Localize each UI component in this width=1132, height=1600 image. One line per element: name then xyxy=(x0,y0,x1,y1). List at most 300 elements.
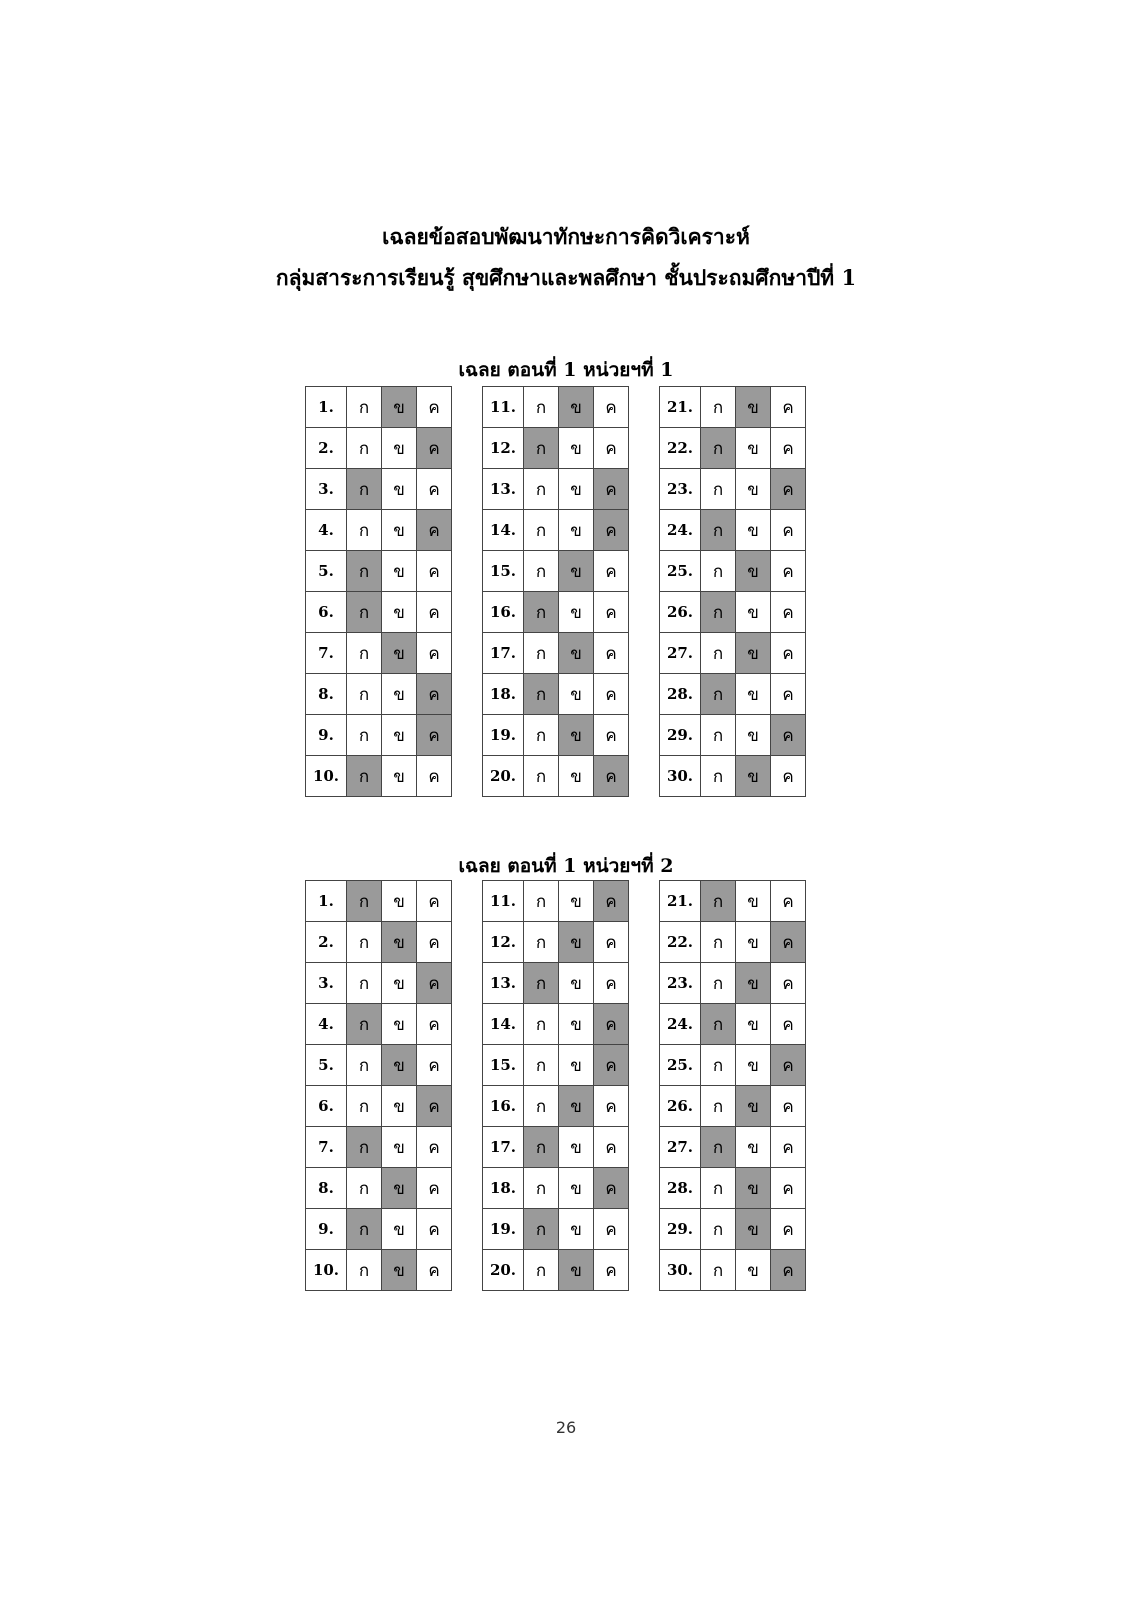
choice-cell: ก xyxy=(701,1168,736,1209)
table-row xyxy=(483,1127,629,1168)
choice-cell: ก xyxy=(701,633,736,674)
choice-cell: ข xyxy=(559,1127,594,1168)
choice-cell: ค xyxy=(771,387,806,428)
question-number: 22. xyxy=(660,428,701,469)
table-row xyxy=(660,1086,806,1127)
choice-cell: ค xyxy=(417,1168,452,1209)
answer-table-unit1-col2 xyxy=(482,386,629,797)
question-number: 30. xyxy=(660,756,701,797)
question-number: 6. xyxy=(306,592,347,633)
choice-cell: ข xyxy=(736,1004,771,1045)
question-number: 17. xyxy=(483,1127,524,1168)
choice-cell: ข xyxy=(736,428,771,469)
choice-cell-answer: ข xyxy=(736,633,771,674)
choice-cell: ก xyxy=(701,387,736,428)
table-row xyxy=(483,881,629,922)
choice-cell-answer: ข xyxy=(736,387,771,428)
choice-cell-answer: ข xyxy=(382,922,417,963)
question-number: 29. xyxy=(660,1209,701,1250)
choice-cell: ข xyxy=(736,674,771,715)
question-number: 12. xyxy=(483,922,524,963)
choice-cell: ข xyxy=(559,592,594,633)
table-row xyxy=(660,592,806,633)
choice-cell: ก xyxy=(347,1250,382,1291)
choice-cell: ข xyxy=(382,1004,417,1045)
table-row xyxy=(483,1004,629,1045)
table-row xyxy=(483,469,629,510)
choice-cell-answer: ค xyxy=(594,1045,629,1086)
table-row xyxy=(660,387,806,428)
choice-cell: ก xyxy=(347,1168,382,1209)
choice-cell: ข xyxy=(559,1004,594,1045)
choice-cell: ค xyxy=(771,592,806,633)
choice-cell: ข xyxy=(736,715,771,756)
choice-cell: ค xyxy=(594,1250,629,1291)
choice-cell-answer: ก xyxy=(701,510,736,551)
choice-cell: ก xyxy=(701,963,736,1004)
choice-cell: ก xyxy=(701,1209,736,1250)
table-row xyxy=(483,715,629,756)
choice-cell: ก xyxy=(347,1045,382,1086)
question-number: 25. xyxy=(660,1045,701,1086)
choice-cell-answer: ข xyxy=(736,756,771,797)
choice-cell: ค xyxy=(594,387,629,428)
choice-cell: ข xyxy=(736,1127,771,1168)
question-number: 1. xyxy=(306,881,347,922)
question-number: 23. xyxy=(660,963,701,1004)
question-number: 8. xyxy=(306,1168,347,1209)
table-row xyxy=(306,1086,452,1127)
table-row xyxy=(306,1209,452,1250)
choice-cell-answer: ข xyxy=(382,387,417,428)
choice-cell-answer: ค xyxy=(417,674,452,715)
question-number: 13. xyxy=(483,469,524,510)
table-row xyxy=(483,756,629,797)
table-row xyxy=(660,1045,806,1086)
choice-cell: ค xyxy=(771,674,806,715)
choice-cell-answer: ก xyxy=(701,428,736,469)
choice-cell-answer: ค xyxy=(417,963,452,1004)
table-row xyxy=(306,510,452,551)
choice-cell-answer: ก xyxy=(347,881,382,922)
choice-cell: ก xyxy=(701,1086,736,1127)
choice-cell-answer: ข xyxy=(382,1045,417,1086)
choice-cell: ข xyxy=(382,510,417,551)
choice-cell-answer: ค xyxy=(771,469,806,510)
question-number: 15. xyxy=(483,551,524,592)
choice-cell: ข xyxy=(382,469,417,510)
choice-cell: ข xyxy=(382,963,417,1004)
answer-table-unit1-col3 xyxy=(659,386,806,797)
table-row xyxy=(306,674,452,715)
choice-cell-answer: ก xyxy=(701,881,736,922)
choice-cell: ค xyxy=(417,1004,452,1045)
choice-cell-answer: ข xyxy=(382,1250,417,1291)
table-row xyxy=(660,922,806,963)
question-number: 20. xyxy=(483,1250,524,1291)
question-number: 3. xyxy=(306,963,347,1004)
choice-cell: ก xyxy=(524,881,559,922)
choice-cell: ค xyxy=(417,387,452,428)
section-title-unit-1: เฉลย ตอนที่ 1 หน่วยฯที่ 1 xyxy=(458,359,674,381)
page-title: เฉลยข้อสอบพัฒนาทักษะการคิดวิเคราะห์ xyxy=(382,224,750,249)
choice-cell: ค xyxy=(417,633,452,674)
question-number: 7. xyxy=(306,1127,347,1168)
choice-cell-answer: ก xyxy=(347,1127,382,1168)
page-number: 26 xyxy=(555,1418,577,1437)
table-row xyxy=(306,592,452,633)
choice-cell-answer: ข xyxy=(559,922,594,963)
choice-cell: ค xyxy=(417,551,452,592)
choice-cell-answer: ก xyxy=(347,592,382,633)
choice-cell: ก xyxy=(347,633,382,674)
table-row xyxy=(483,428,629,469)
question-number: 26. xyxy=(660,1086,701,1127)
choice-cell: ก xyxy=(701,1250,736,1291)
choice-cell: ข xyxy=(382,674,417,715)
table-row xyxy=(306,1127,452,1168)
choice-cell-answer: ก xyxy=(524,963,559,1004)
choice-cell-answer: ค xyxy=(594,756,629,797)
answer-table-unit1-col1 xyxy=(305,386,452,797)
question-number: 2. xyxy=(306,428,347,469)
choice-cell: ค xyxy=(771,510,806,551)
table-row xyxy=(306,633,452,674)
choice-cell-answer: ก xyxy=(524,428,559,469)
question-number: 25. xyxy=(660,551,701,592)
choice-cell: ข xyxy=(736,510,771,551)
choice-cell: ค xyxy=(771,1004,806,1045)
choice-cell: ก xyxy=(524,633,559,674)
choice-cell: ข xyxy=(382,1086,417,1127)
choice-cell: ค xyxy=(594,963,629,1004)
choice-cell: ข xyxy=(382,592,417,633)
choice-cell-answer: ก xyxy=(347,1209,382,1250)
question-number: 18. xyxy=(483,674,524,715)
question-number: 11. xyxy=(483,881,524,922)
choice-cell-answer: ข xyxy=(559,715,594,756)
choice-cell: ก xyxy=(701,715,736,756)
choice-cell: ก xyxy=(701,922,736,963)
choice-cell-answer: ก xyxy=(701,1127,736,1168)
table-row xyxy=(306,428,452,469)
choice-cell: ค xyxy=(594,922,629,963)
answer-table-unit2-col3 xyxy=(659,880,806,1291)
choice-cell: ค xyxy=(771,1086,806,1127)
choice-cell-answer: ก xyxy=(347,551,382,592)
choice-cell-answer: ข xyxy=(736,963,771,1004)
question-number: 21. xyxy=(660,387,701,428)
question-number: 27. xyxy=(660,633,701,674)
choice-cell: ค xyxy=(771,633,806,674)
table-row xyxy=(660,881,806,922)
question-number: 20. xyxy=(483,756,524,797)
question-number: 5. xyxy=(306,1045,347,1086)
question-number: 4. xyxy=(306,510,347,551)
choice-cell-answer: ก xyxy=(701,592,736,633)
choice-cell: ก xyxy=(524,1250,559,1291)
table-row xyxy=(306,469,452,510)
choice-cell-answer: ข xyxy=(736,551,771,592)
choice-cell: ข xyxy=(559,469,594,510)
question-number: 14. xyxy=(483,510,524,551)
choice-cell: ก xyxy=(524,551,559,592)
question-number: 11. xyxy=(483,387,524,428)
question-number: 10. xyxy=(306,756,347,797)
choice-cell-answer: ค xyxy=(594,469,629,510)
choice-cell-answer: ข xyxy=(559,1250,594,1291)
choice-cell: ก xyxy=(347,387,382,428)
choice-cell: ก xyxy=(347,510,382,551)
choice-cell: ข xyxy=(559,1168,594,1209)
choice-cell: ก xyxy=(347,963,382,1004)
question-number: 21. xyxy=(660,881,701,922)
choice-cell: ค xyxy=(417,1250,452,1291)
choice-cell: ข xyxy=(559,963,594,1004)
table-row xyxy=(306,551,452,592)
table-row xyxy=(483,963,629,1004)
choice-cell-answer: ค xyxy=(417,715,452,756)
question-number: 24. xyxy=(660,1004,701,1045)
choice-cell: ค xyxy=(771,1209,806,1250)
question-number: 10. xyxy=(306,1250,347,1291)
question-number: 14. xyxy=(483,1004,524,1045)
question-number: 28. xyxy=(660,674,701,715)
table-row xyxy=(483,1250,629,1291)
choice-cell-answer: ข xyxy=(559,551,594,592)
table-row xyxy=(483,510,629,551)
table-row xyxy=(660,674,806,715)
choice-cell-answer: ก xyxy=(347,469,382,510)
table-row xyxy=(660,469,806,510)
choice-cell-answer: ค xyxy=(771,1250,806,1291)
table-row xyxy=(306,715,452,756)
table-row xyxy=(483,633,629,674)
choice-cell: ค xyxy=(771,756,806,797)
choice-cell: ก xyxy=(524,1004,559,1045)
choice-cell: ข xyxy=(559,881,594,922)
table-row xyxy=(660,756,806,797)
question-number: 18. xyxy=(483,1168,524,1209)
question-number: 3. xyxy=(306,469,347,510)
question-number: 19. xyxy=(483,715,524,756)
table-row xyxy=(483,1045,629,1086)
table-row xyxy=(483,1168,629,1209)
choice-cell: ก xyxy=(701,469,736,510)
choice-cell: ก xyxy=(347,428,382,469)
question-number: 1. xyxy=(306,387,347,428)
table-row xyxy=(660,428,806,469)
choice-cell: ค xyxy=(594,592,629,633)
choice-cell-answer: ค xyxy=(594,1168,629,1209)
choice-cell: ค xyxy=(771,428,806,469)
question-number: 24. xyxy=(660,510,701,551)
choice-cell-answer: ก xyxy=(524,1209,559,1250)
choice-cell: ข xyxy=(736,592,771,633)
choice-cell: ค xyxy=(771,963,806,1004)
choice-cell: ค xyxy=(771,1168,806,1209)
choice-cell-answer: ค xyxy=(771,922,806,963)
choice-cell: ค xyxy=(417,756,452,797)
table-row xyxy=(306,922,452,963)
question-number: 9. xyxy=(306,715,347,756)
question-number: 16. xyxy=(483,592,524,633)
choice-cell: ข xyxy=(736,469,771,510)
choice-cell: ค xyxy=(417,1127,452,1168)
choice-cell: ค xyxy=(417,469,452,510)
choice-cell: ข xyxy=(382,1127,417,1168)
choice-cell-answer: ค xyxy=(594,881,629,922)
table-row xyxy=(306,881,452,922)
choice-cell: ค xyxy=(594,633,629,674)
question-number: 13. xyxy=(483,963,524,1004)
table-row xyxy=(660,1168,806,1209)
question-number: 7. xyxy=(306,633,347,674)
table-row xyxy=(660,1004,806,1045)
question-number: 30. xyxy=(660,1250,701,1291)
choice-cell: ก xyxy=(524,715,559,756)
table-row xyxy=(660,510,806,551)
choice-cell: ข xyxy=(559,1045,594,1086)
choice-cell: ค xyxy=(594,1127,629,1168)
choice-cell-answer: ข xyxy=(559,633,594,674)
table-row xyxy=(483,387,629,428)
choice-cell: ข xyxy=(559,756,594,797)
choice-cell: ก xyxy=(701,756,736,797)
table-row xyxy=(483,1086,629,1127)
choice-cell-answer: ข xyxy=(559,1086,594,1127)
choice-cell-answer: ก xyxy=(701,1004,736,1045)
choice-cell: ก xyxy=(347,674,382,715)
choice-cell: ข xyxy=(559,428,594,469)
table-row xyxy=(660,1209,806,1250)
question-number: 28. xyxy=(660,1168,701,1209)
table-row xyxy=(660,551,806,592)
choice-cell-answer: ก xyxy=(524,674,559,715)
choice-cell-answer: ก xyxy=(524,1127,559,1168)
question-number: 29. xyxy=(660,715,701,756)
table-row xyxy=(306,1168,452,1209)
table-row xyxy=(483,922,629,963)
choice-cell: ก xyxy=(524,922,559,963)
table-row xyxy=(306,1250,452,1291)
question-number: 19. xyxy=(483,1209,524,1250)
table-row xyxy=(483,592,629,633)
choice-cell: ค xyxy=(594,715,629,756)
choice-cell-answer: ข xyxy=(736,1086,771,1127)
choice-cell-answer: ค xyxy=(594,1004,629,1045)
table-row xyxy=(306,1004,452,1045)
choice-cell: ข xyxy=(382,428,417,469)
table-row xyxy=(306,963,452,1004)
choice-cell: ค xyxy=(417,1209,452,1250)
choice-cell: ข xyxy=(559,674,594,715)
answer-table-unit2-col1 xyxy=(305,880,452,1291)
choice-cell-answer: ค xyxy=(417,510,452,551)
choice-cell-answer: ค xyxy=(594,510,629,551)
choice-cell: ข xyxy=(736,1250,771,1291)
choice-cell-answer: ข xyxy=(559,387,594,428)
table-row xyxy=(660,715,806,756)
table-row xyxy=(483,1209,629,1250)
choice-cell: ข xyxy=(382,715,417,756)
question-number: 16. xyxy=(483,1086,524,1127)
choice-cell-answer: ก xyxy=(347,1004,382,1045)
choice-cell: ก xyxy=(524,1086,559,1127)
question-number: 12. xyxy=(483,428,524,469)
question-number: 27. xyxy=(660,1127,701,1168)
choice-cell: ก xyxy=(524,387,559,428)
choice-cell: ค xyxy=(594,1086,629,1127)
table-row xyxy=(660,963,806,1004)
table-row xyxy=(306,1045,452,1086)
question-number: 26. xyxy=(660,592,701,633)
choice-cell: ค xyxy=(417,922,452,963)
choice-cell: ค xyxy=(771,1127,806,1168)
choice-cell: ก xyxy=(524,1168,559,1209)
choice-cell: ก xyxy=(524,469,559,510)
question-number: 5. xyxy=(306,551,347,592)
choice-cell-answer: ค xyxy=(417,428,452,469)
table-row xyxy=(306,387,452,428)
choice-cell: ก xyxy=(524,756,559,797)
choice-cell-answer: ข xyxy=(736,1209,771,1250)
table-row xyxy=(660,1250,806,1291)
question-number: 6. xyxy=(306,1086,347,1127)
question-number: 8. xyxy=(306,674,347,715)
question-number: 2. xyxy=(306,922,347,963)
choice-cell: ข xyxy=(382,1209,417,1250)
choice-cell-answer: ก xyxy=(524,592,559,633)
choice-cell: ข xyxy=(559,510,594,551)
choice-cell: ค xyxy=(417,592,452,633)
choice-cell: ค xyxy=(594,428,629,469)
table-row xyxy=(660,1127,806,1168)
choice-cell: ค xyxy=(594,674,629,715)
section-title-unit-2: เฉลย ตอนที่ 1 หน่วยฯที่ 2 xyxy=(458,855,674,877)
choice-cell: ก xyxy=(347,715,382,756)
choice-cell-answer: ค xyxy=(771,1045,806,1086)
question-number: 15. xyxy=(483,1045,524,1086)
choice-cell: ข xyxy=(382,756,417,797)
question-number: 23. xyxy=(660,469,701,510)
page-subtitle: กลุ่มสาระการเรียนรู้ สุขศึกษาและพลศึกษา ชั้นประถมศึกษาปีที่ 1 xyxy=(275,265,857,290)
choice-cell: ข xyxy=(382,881,417,922)
choice-cell: ค xyxy=(417,1045,452,1086)
question-number: 22. xyxy=(660,922,701,963)
question-number: 17. xyxy=(483,633,524,674)
choice-cell: ก xyxy=(524,1045,559,1086)
choice-cell: ข xyxy=(382,551,417,592)
table-row xyxy=(306,756,452,797)
choice-cell: ก xyxy=(701,551,736,592)
table-row xyxy=(660,633,806,674)
choice-cell-answer: ค xyxy=(771,715,806,756)
choice-cell: ก xyxy=(347,922,382,963)
answer-table-unit2-col2 xyxy=(482,880,629,1291)
choice-cell-answer: ข xyxy=(382,1168,417,1209)
choice-cell: ค xyxy=(771,881,806,922)
choice-cell: ก xyxy=(524,510,559,551)
choice-cell: ก xyxy=(701,1045,736,1086)
table-row xyxy=(483,551,629,592)
choice-cell: ค xyxy=(417,881,452,922)
choice-cell-answer: ก xyxy=(347,756,382,797)
table-row xyxy=(483,674,629,715)
question-number: 4. xyxy=(306,1004,347,1045)
choice-cell: ข xyxy=(736,922,771,963)
choice-cell-answer: ก xyxy=(701,674,736,715)
